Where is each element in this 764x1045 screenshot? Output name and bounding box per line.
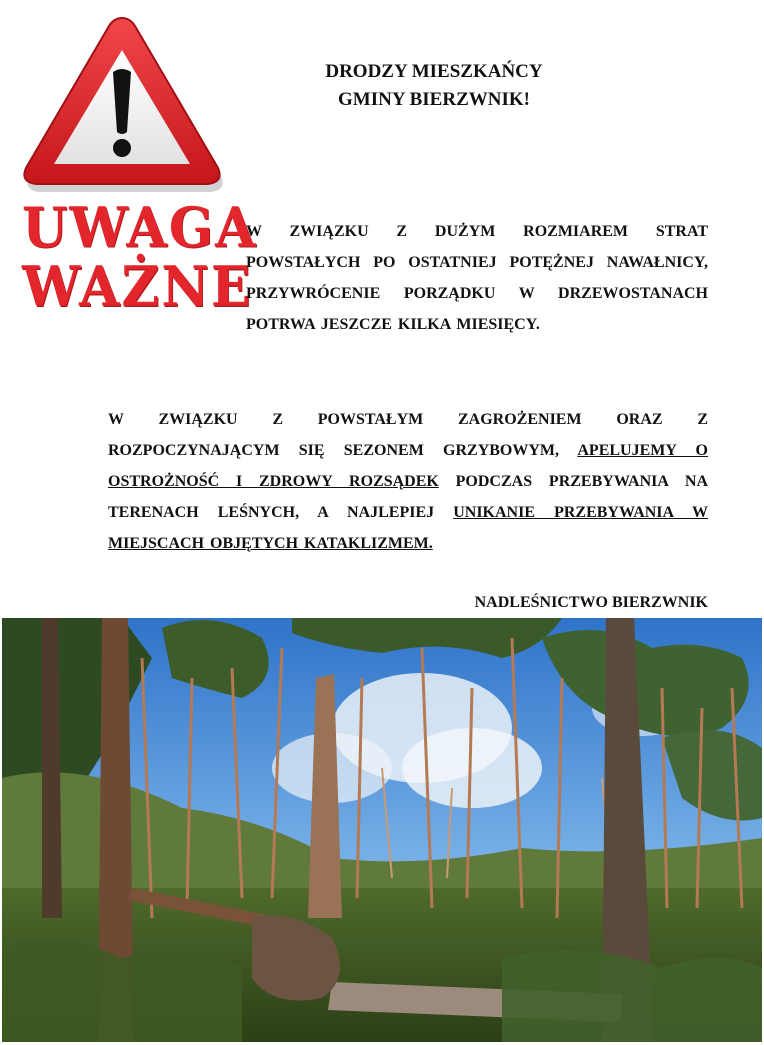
wazne-text: WAŻNE bbox=[22, 254, 253, 320]
appeal-text-1: W ZWIĄZKU Z POWSTAŁYM ZAGROŻENIEM ORAZ Z ROZPOCZYNAJĄCYM SIĘ SEZONEM GRZYBOWYM, bbox=[108, 411, 708, 459]
heading-line-1: DRODZY MIESZKAŃCY bbox=[325, 61, 543, 82]
appeal-text-2: PODCZAS PRZEBYWANIA NA TERENACH LEŚNYCH, A NAJLEPIEJ bbox=[108, 473, 708, 521]
appeal-underlined-1: APELUJEMY O OSTROŻNOŚĆ I ZDROWY ROZSĄDEK bbox=[108, 442, 709, 490]
paragraph-appeal bbox=[108, 404, 708, 559]
forest-storm-photo bbox=[2, 618, 762, 1042]
appeal-underlined-2: UNIKANIE PRZEBYWANIA W MIEJSCACH OBJĘTYCH KATAKLIZMEM. bbox=[108, 504, 708, 552]
uwaga-wazne-sign bbox=[22, 195, 258, 320]
heading-line-2: GMINY BIERZWNIK! bbox=[338, 89, 530, 110]
warning-triangle-icon bbox=[18, 14, 226, 194]
uwaga-text: UWAGA bbox=[22, 195, 258, 261]
paragraph-storm-damage: W ZWIĄZKU Z DUŻYM ROZMIAREM STRAT POWSTAŁYCH PO OSTATNIEJ POTĘŻNEJ NAWAŁNICY, PRZYWRÓCENIE PORZĄDKU W DRZEWOSTANACH POTRWA JESZCZE KILKA MIESIĘCY. bbox=[246, 223, 708, 333]
signature: NADLEŚNICTWO BIERZWNIK bbox=[474, 594, 708, 611]
page-title bbox=[258, 58, 610, 114]
